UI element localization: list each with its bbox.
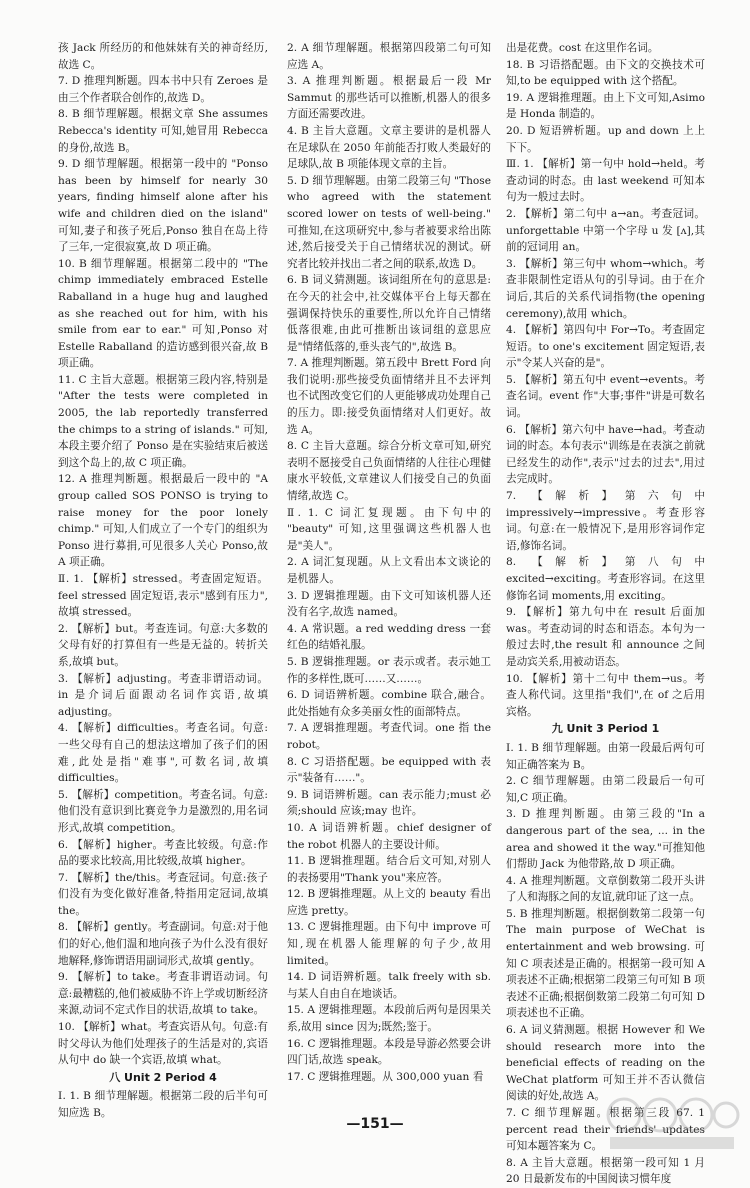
answer-paragraph: 14. D 词语辨析题。talk freely with sb. 与某人自由自在地谈话。 — [287, 971, 491, 1000]
answer-paragraph: 18. B 习语搭配题。由下文的交换技术可知,to be equipped with 这个搭配。 — [506, 58, 705, 88]
answer-paragraph: 5. B 逻辑推理题。or 表示或者。表示她工作的多样性,既可……又……。 — [287, 655, 491, 685]
answer-paragraph: 7. A 逻辑推理题。考查代词。one 指 the robot。 — [287, 722, 491, 751]
answer-paragraph: 7. A 推理判断题。第五段中 Brett Ford 向我们说明:那些接受负面情绪并且不去评判也不试图改变它们的人更能够成功处理自己的压力。即:接受负面情绪对人们更好。故选 A。 — [287, 357, 491, 436]
answer-paragraph: Ⅱ. 1. C 词汇复现题。由下句中的 "beauty" 可知,这里强调这些机器人也是"美人"。 — [287, 506, 491, 552]
answer-paragraph: 19. A 逻辑推理题。由上下文可知,Asimo 是 Honda 制造的。 — [506, 91, 705, 121]
answer-paragraph: 4. B 主旨大意题。文章主要讲的是机器人在足球队在 2050 年前能否打败人类最好的足球队,故 B 项能体现文章的主旨。 — [287, 124, 491, 171]
answer-paragraph: 5. 【解析】第五句中 event→events。考查名词。event 作"大事;事件"讲是可数名词。 — [506, 373, 705, 420]
answer-paragraph: 7. C 细节理解题。根据第三段 67. 1 percent read their friends' updates 可知本题答案为 C。 — [506, 1107, 705, 1153]
column-left — [58, 40, 268, 1122]
answer-paragraph: 4. 【解析】difficulties。考查名词。句意:一些父母有自己的想法这增加了孩子们的困难,此处是指"难事",可数名词,故填 difficulties。 — [58, 722, 268, 785]
answer-paragraph: 6. B 词义猜测题。该词组所在句的意思是:在今天的社会中,社交媒体平台上每天都在强调保持快乐的重要性,所以允许自己情绪低落很难,由此可推断出该词组的意思应是"情绪低落的,垂头丧气的",故选 B。 — [287, 274, 491, 353]
answer-paragraph: 10. A 词语辨析题。chief designer of the robot 机器人的主要设计师。 — [287, 821, 491, 851]
answer-paragraph: 5. B 推理判断题。根据倒数第二段第一句 The main purpose of WeChat is entertainment and web browsing. 可知 C 项表述是正确的。根据第一段可知 A 项表述不正确;根据第二段第三句可知 B 项表述不正确;根据倒数第二段第二句可知 D 项表述也不正确。 — [506, 907, 705, 1020]
answer-paragraph: 16. C 逻辑推理题。本段是导游必然要会讲四门话,故选 speak。 — [287, 1037, 491, 1067]
answer-paragraph: 11. C 主旨大意题。根据第三段内容,特别是 "After the tests were completed in 2005, the lab reportedly transferred the chimps to a string of islands." 可知,本段主要介绍了 Ponso 是在实验结束后被送到这个岛上的,故 C 项正确。 — [58, 373, 268, 469]
answer-paragraph: 10. 【解析】第十二句中 them→us。考查人称代词。这里指"我们",在 of 之后用宾格。 — [506, 672, 705, 718]
answer-paragraph: 20. D 短语辨析题。up and down 上上下下。 — [506, 124, 705, 154]
answer-paragraph: 8. C 主旨大意题。综合分析文章可知,研究表明不愿接受自己负面情绪的人往往心理健康水平较低,文章建议人们接受自己的负面情绪,故选 C。 — [287, 440, 491, 503]
answer-paragraph: 10. B 细节理解题。根据第二段中的 "The chimp immediately embraced Estelle Raballand in a huge hug and laughed as she reached out for him, with his smile from ear to ear." 可知,Ponso 对 Estelle Raballand 的造访感到很兴奋,故 B 项正确。 — [58, 257, 268, 370]
answer-paragraph: 4. A 推理判断题。文章倒数第二段开头讲了人和海豚之间的友谊,就印证了这一点。 — [506, 874, 705, 904]
answer-paragraph: 6. 【解析】higher。考查比较级。句意:作品的要求比较高,用比较级,故填 higher。 — [58, 838, 268, 868]
answer-paragraph: 6. 【解析】第六句中 have→had。考查动词的时态。本句表示"训练是在表演之前就已经发生的动作",表示"过去的过去",用过去完成时。 — [506, 423, 705, 486]
answer-paragraph: 7. 【解析】the/this。考查冠词。句意:孩子们没有为变化做好准备,特指用定冠词,故填 the。 — [58, 871, 268, 917]
page-number: —151— — [346, 1116, 404, 1132]
answer-paragraph: 9. B 词语辨析题。can 表示能力;must 必须;should 应该;may 也许。 — [287, 788, 491, 818]
answer-paragraph: 孩 Jack 所经历的和他妹妹有关的神奇经历,故选 C。 — [58, 42, 268, 71]
answer-paragraph: 6. D 词语辨析题。combine 联合,融合。此处指她有众多美丽女性的面部特点。 — [287, 689, 491, 718]
answer-paragraph: 8. 【解析】第八句中 excited→exciting。考查形容词。在这里修饰名词 moments,用 exciting。 — [506, 556, 705, 602]
answer-paragraph: Ⅲ. 1. 【解析】第一句中 hold→held。考查动词的时态。由 last weekend 可知本句为一般过去时。 — [506, 158, 705, 204]
answer-paragraph: 7. 【解析】第六句中 impressively→impressive。考查形容词。句意:在一般情况下,是用形容词作定语,修饰名词。 — [506, 490, 705, 552]
answer-paragraph: 10. 【解析】what。考查宾语从句。句意:有时父母认为他们处理孩子的生活是对的,宾语从句中 do 缺一个宾语,故填 what。 — [58, 1021, 268, 1067]
answer-paragraph: Ⅰ. 1. B 细节理解题。根据第二段的后半句可知应选 B。 — [58, 1090, 268, 1119]
answer-paragraph: 2. A 细节理解题。根据第四段第二句可知应选 A。 — [287, 42, 491, 71]
answer-paragraph: 2. 【解析】but。考查连词。句意:大多数的父母有好的打算但有一些是无益的。转折关系,故填 but。 — [58, 622, 268, 668]
answer-paragraph: 出是花费。cost 在这里作名词。 — [506, 42, 659, 54]
answer-paragraph: 8. C 习语搭配题。be equipped with 表示"装备有……"。 — [287, 755, 491, 785]
column-middle — [287, 40, 491, 1085]
answer-paragraph: 15. A 逻辑推理题。本段前后两句是因果关系,故用 since 因为;既然;鉴于。 — [287, 1004, 491, 1034]
answer-paragraph: 17. C 逻辑推理题。从 300,000 yuan 看 — [287, 1070, 484, 1083]
answer-paragraph: 6. A 词义猜测题。根据 However 和 We should research more into the beneficial effects of reading on the WeChat platform 可知王并不否认微信阅读的好处,故选 A。 — [506, 1024, 705, 1103]
answer-paragraph: 8. 【解析】gently。考查副词。句意:对于他们的好心,他们温和地向孩子为什么没有很好地解释,修饰谓语用副词形式,故填 gently。 — [58, 921, 268, 967]
answer-paragraph: 8. B 细节理解题。根据文章 She assumes Rebecca's identity 可知,她冒用 Rebecca 的身份,故选 B。 — [58, 108, 268, 154]
answer-paragraph: 3. 【解析】adjusting。考查非谓语动词。in 是介词后面跟动名词作宾语,故填 adjusting。 — [58, 672, 268, 718]
column-right — [506, 40, 705, 1188]
answer-paragraph: 12. A 推理判断题。根据最后一段中的 "A group called SOS PONSO is trying to raise money for the poor lonely chimp." 可知,人们成立了一个专门的组织为 Ponso 进行募捐,可见很多人关心 Ponso,故 A 项正确。 — [58, 473, 268, 569]
answer-paragraph: Ⅰ. 1. B 细节理解题。由第一段最后两句可知正确答案为 B。 — [506, 741, 705, 771]
section-title: 八 Unit 2 Period 4 — [109, 1070, 217, 1084]
answer-paragraph: 2. A 词汇复现题。从上文看出本文谈论的是机器人。 — [287, 556, 491, 585]
answer-paragraph: 4. A 常识题。a red wedding dress 一套红色的结婚礼服。 — [287, 622, 491, 652]
answer-paragraph: Ⅱ. 1. 【解析】stressed。考查固定短语。feel stressed 固定短语,表示"感到有压力",故填 stressed。 — [58, 573, 268, 619]
answer-paragraph: 11. B 逻辑推理题。结合后文可知,对别人的表扬要用"Thank you"来应答。 — [287, 855, 491, 884]
answer-paragraph: 5. D 细节理解题。由第二段第三句 "Those who agreed with the statement scored lower on tests of well-being." 可推知,在这项研究中,参与者被要求给出陈述,然后接受关于自己情绪状况的测试。研究者比较并找出二者之间的联系,故选 D。 — [287, 174, 491, 270]
answer-paragraph: 2. C 细节理解题。由第二段最后一句可知,C 项正确。 — [506, 775, 705, 804]
answer-paragraph: 3. D 推理判断题。由第三段的"In a dangerous part of the sea, ... in the area and showed it the way."可推知他们帮助 Jack 为他带路,故 D 项正确。 — [506, 808, 705, 871]
answer-paragraph: 13. C 逻辑推理题。由下句中 improve 可知,现在机器人能理解的句子少,故用 limited。 — [287, 921, 491, 967]
answer-paragraph: 3. A 推理判断题。根据最后一段 Mr Sammut 的那些话可以推断,机器人的很多方面还需要改进。 — [287, 75, 491, 121]
answer-paragraph: 9. 【解析】to take。考查非谓语动词。句意:最糟糕的,他们被威胁不许上学或切断经济来源,动词不定式作目的状语,故填 to take。 — [58, 971, 268, 1017]
answer-paragraph: 8. A 主旨大意题。根据第一段可知 1 月 20 日最新发布的中国阅读习惯年度 — [506, 1156, 705, 1186]
answer-paragraph: 5. 【解析】competition。考查名词。句意:他们没有意识到比赛竞争力是激烈的,用名词形式,故填 competition。 — [58, 788, 268, 834]
answer-paragraph: 2. 【解析】第二句中 a→an。考查冠词。unforgettable 中第一个字母 u 发 [ʌ],其前的冠词用 an。 — [506, 207, 705, 254]
answer-paragraph: 7. D 推理判断题。四本书中只有 Zeroes 是由三个作者联合创作的,故选 D。 — [58, 75, 268, 104]
answer-paragraph: 9. D 细节理解题。根据第一段中的 "Ponso has been by himself for nearly 30 years, finding himself alone after his wife and children died on the island" 可知,妻子和孩子死后,Ponso 独自在岛上待了三年,一定很寂寞,故 D 项正确。 — [58, 158, 268, 254]
answer-paragraph: 12. B 逻辑推理题。从上文的 beauty 看出应选 pretty。 — [287, 888, 491, 917]
answer-paragraph: 9. 【解析】第九句中在 result 后面加 was。考查动词的时态和语态。本句为一般过去时,the result 和 announce 之间是动宾关系,用被动语态。 — [506, 606, 705, 668]
answer-paragraph: 4. 【解析】第四句中 For→To。考查固定短语。to one's excitement 固定短语,表示"令某人兴奋的是"。 — [506, 324, 705, 370]
section-title: 九 Unit 3 Period 1 — [551, 722, 660, 736]
answer-paragraph: 3. 【解析】第三句中 whom→which。考查非限制性定语从句的引导词。由于在介词后,其后的关系代词指物(the opening ceremony),故用 which。 — [506, 257, 705, 320]
watermark-logo — [602, 1093, 742, 1153]
answer-paragraph: 3. D 逻辑推理题。由下文可知该机器人还没有名字,故选 named。 — [287, 589, 491, 619]
